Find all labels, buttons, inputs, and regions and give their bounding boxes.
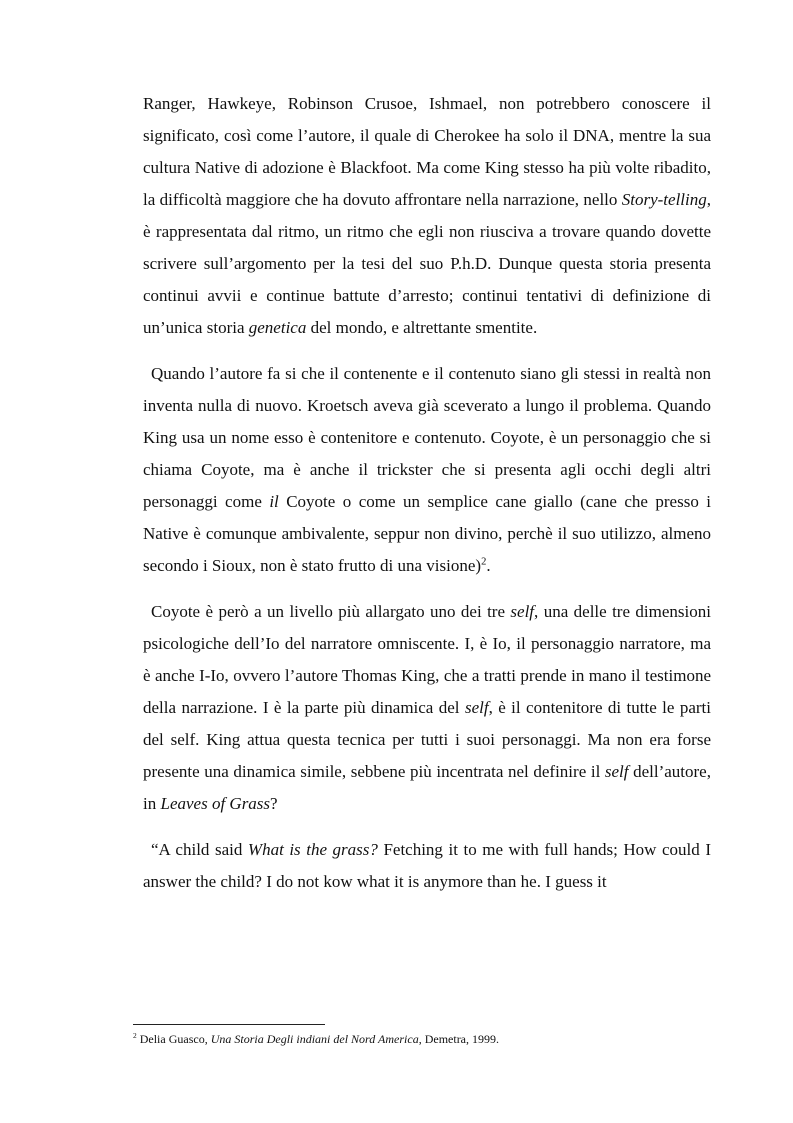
page-body <box>143 88 711 898</box>
text-run: dell’autore, in <box>143 762 711 813</box>
italic-text: genetica <box>248 318 307 337</box>
text-run: , una delle tre dimensioni psicologiche dell’Io del narratore omniscente. I, è Io, il personaggio narratore, ma è anche I-Io, ovvero l’autore Thomas King, che a tratti prende in mano il testimone della narrazione. I è la parte più dinamica del <box>143 602 711 717</box>
italic-text: Leaves of Grass <box>160 794 271 813</box>
text-run: Coyote o come un semplice cane giallo (cane che presso i Native è comunque ambivalente, seppur non divino, perchè il suo utilizzo, almeno secondo i Sioux, non è stato frutto di una visione) <box>143 492 711 575</box>
body-paragraph <box>143 88 711 344</box>
text-run: Ranger, Hawkeye, Robinson Crusoe, Ishmael, non potrebbero conoscere il significato, così come l’autore, il quale di Cherokee ha solo il DNA, mentre la sua cultura Native di adozione è Blackfoot. Ma come King stesso ha più volte ribadito, la difficoltà maggiore che ha dovuto affrontare nella narrazione, nello <box>143 94 711 209</box>
italic-text: self <box>464 698 489 717</box>
text-run: . <box>486 556 491 575</box>
text-run: del mondo, e altrettante smentite. <box>306 318 538 337</box>
footnote-marker: 2 <box>133 1031 137 1040</box>
italic-text: self <box>604 762 629 781</box>
italic-text: What is the grass? <box>247 840 378 859</box>
text-run: Quando l’autore fa si che il contenente e il contenuto siano gli stessi in realtà non inventa nulla di nuovo. Kroetsch aveva già sceverato a lungo il problema. Quando King usa un nome esso è contenitore e contenuto. Coyote, è un personaggio che si chiama Coyote, ma è anche il trickster che si presenta agli occhi degli altri personaggi come <box>143 364 711 511</box>
italic-text: il <box>269 492 279 511</box>
text-run: , è rappresentata dal ritmo, un ritmo che egli non riusciva a trovare quando dovette scrivere sull’argomento per la tesi del suo P.h.D. Dunque questa storia presenta continui avvii e continue battute d’arresto; continui tentativi di definizione di un’unica storia <box>143 190 711 337</box>
text-run: Fetching it to me with full hands; How could I answer the child? I do not kow what it is anymore than he. I guess it <box>143 840 711 891</box>
text-run: “A child said <box>151 840 248 859</box>
text-run: , Demetra, 1999. <box>418 1032 500 1046</box>
italic-text: self <box>510 602 535 621</box>
body-paragraph <box>143 834 711 898</box>
footnote-separator <box>133 1024 325 1025</box>
italic-text: Una Storia Degli indiani del Nord America <box>210 1032 419 1046</box>
text-run: Delia Guasco, <box>136 1032 211 1046</box>
footnote <box>133 1031 733 1047</box>
body-paragraph <box>143 358 711 582</box>
footnote-marker: 2 <box>481 556 487 568</box>
text-run: Coyote è però a un livello più allargato uno dei tre <box>151 602 511 621</box>
text-run: , è il contenitore di tutte le parti del self. King attua questa tecnica per tutti i suoi personaggi. Ma non era forse presente una dinamica simile, sebbene più incentrata nel definire il <box>143 698 711 781</box>
text-run: ? <box>270 794 278 813</box>
body-paragraph <box>143 596 711 820</box>
italic-text: Story-telling <box>621 190 707 209</box>
